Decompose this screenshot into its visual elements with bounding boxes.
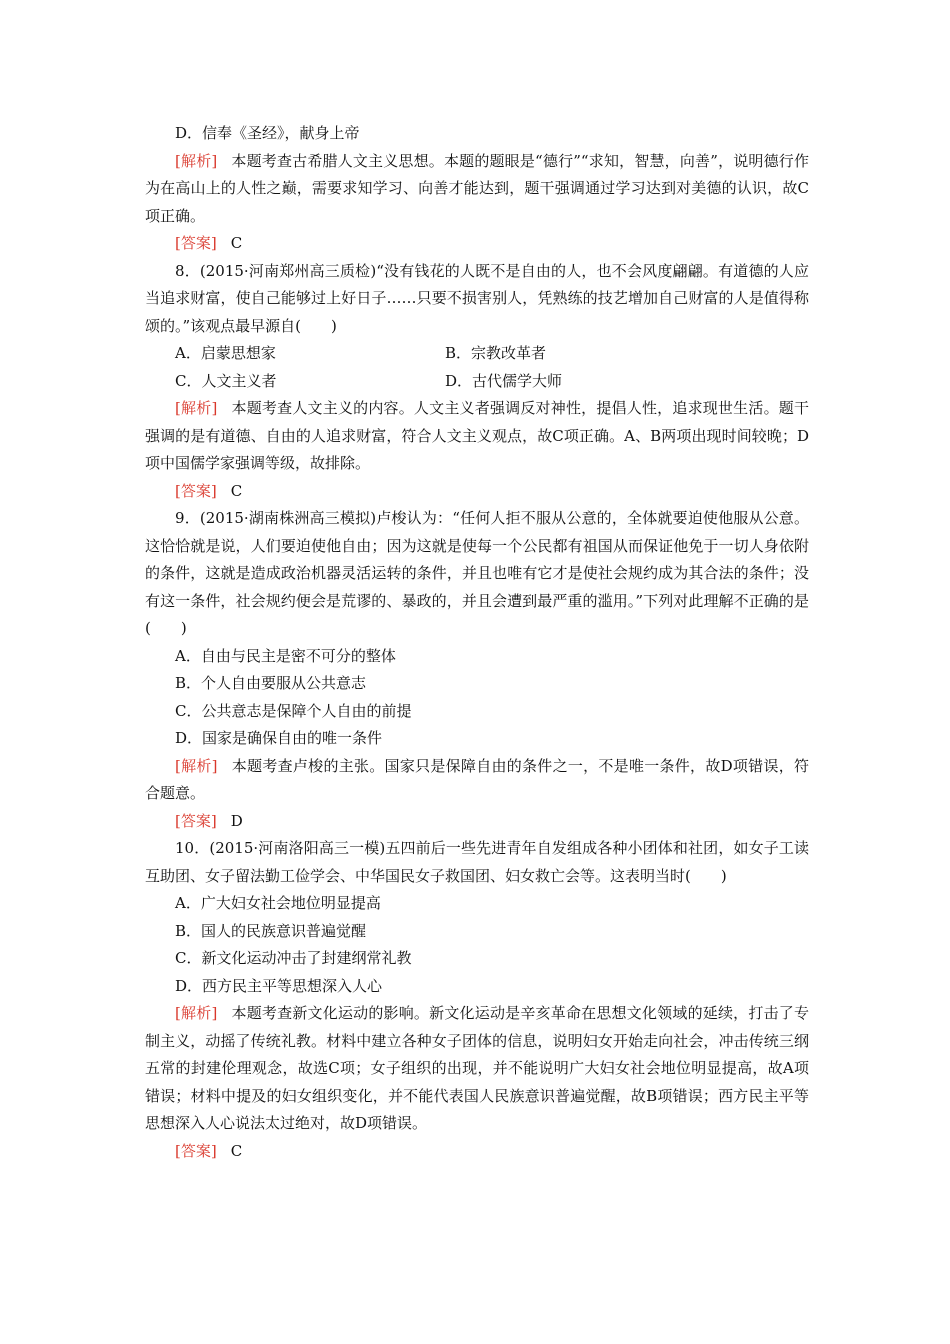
q10-stem: 10．(2015·河南洛阳高三一模)五四前后一些先进青年自发组成各种小团体和社团，如女子工读互助团、女子留法勤工俭学会、中华国民女子救国团、妇女救亡会等。这表明当时( ) bbox=[145, 839, 809, 885]
q8-analysis-text: 本题考查人文主义的内容。人文主义者强调反对神性，提倡人性，追求现世生活。题干强调的是有道德、自由的人追求财富，符合人文主义观点，故C项正确。A、B两项出现时间较晚；D项中国儒学家强调等级，故排除。 bbox=[145, 399, 809, 472]
q8-answer-value: C bbox=[230, 481, 243, 500]
q9-option-b: B．个人自由要服从公共意志 bbox=[175, 674, 367, 692]
q8-stem: 8．(2015·河南郑州高三质检)“没有钱花的人既不是自由的人，也不会风度翩翩。有道德的人应当追求财富，使自己能够过上好日子……只要不损害别人，凭熟练的技艺增加自己财富的人是值得称颂的。”该观点最早源自( ) bbox=[145, 261, 809, 335]
answer-tag: [答案] bbox=[175, 481, 217, 500]
q9-analysis-text: 本题考查卢梭的主张。国家只是保障自由的条件之一，不是唯一条件，故D项错误，符合题意。 bbox=[145, 756, 809, 802]
answer-tag: [答案] bbox=[175, 234, 217, 252]
q10-analysis bbox=[145, 1000, 809, 1138]
q7-answer bbox=[145, 230, 809, 258]
q10-answer-value: C bbox=[230, 1141, 243, 1160]
q7-option-d: D．信奉《圣经》，献身上帝 bbox=[175, 124, 360, 142]
q9-option-c: C．公共意志是保障个人自由的前提 bbox=[175, 701, 412, 720]
q10-option-d: D．西方民主平等思想深入人心 bbox=[175, 976, 383, 995]
q8-answer bbox=[145, 478, 809, 506]
analysis-tag: [解析] bbox=[175, 1004, 218, 1022]
q7-analysis-text: 本题考查古希腊人文主义思想。本题的题眼是“德行”“求知，智慧，向善”，说明德行作为在高山上的人性之巅，需要求知学习、向善才能达到，题干强调通过学习达到对美德的认识，故C项正确。 bbox=[145, 151, 809, 225]
q8-options-row-2 bbox=[145, 368, 809, 396]
q10-analysis-text: 本题考查新文化运动的影响。新文化运动是辛亥革命在思想文化领域的延续，打击了专制主义，动摇了传统礼教。材料中建立各种女子团体的信息，说明妇女开始走向社会，冲击传统三纲五常的封建伦理观念，故选C项；女子组织的出现，并不能说明广大妇女社会地位明显提高，故A项错误；材料中提及的妇女组织变化，并不能代表国人民族意识普遍觉醒，故B项错误；西方民主平等思想深入人心说法太过绝对，故D项错误。 bbox=[145, 1004, 809, 1132]
q10-option-a: A．广大妇女社会地位明显提高 bbox=[175, 894, 381, 912]
q9-stem: 9．(2015·湖南株洲高三模拟)卢梭认为：“任何人拒不服从公意的，全体就要迫使他服从公意。这恰恰就是说，人们要迫使他自由；因为这就是使每一个公民都有祖国从而保证他免于一切人身依附的条件，这就是造成政治机器灵活运转的条件，并且也唯有它才是使社会规约成为其合法的条件；没有这一条件，社会规约便会是荒谬的、暴政的，并且会遭到最严重的滥用。”下列对此理解不正确的是( ) bbox=[145, 509, 809, 637]
q8-analysis bbox=[145, 395, 809, 478]
q9-answer bbox=[145, 808, 809, 836]
q7-answer-value: C bbox=[230, 234, 243, 252]
q8-option-c: C．人文主义者 bbox=[175, 371, 277, 390]
q9-analysis bbox=[145, 753, 809, 808]
document-page bbox=[145, 120, 809, 1165]
q8-option-a: A．启蒙思想家 bbox=[175, 344, 276, 362]
q10-option-c: C．新文化运动冲击了封建纲常礼教 bbox=[175, 949, 412, 967]
answer-tag: [答案] bbox=[175, 1141, 217, 1160]
answer-tag: [答案] bbox=[175, 811, 217, 830]
q8-options-row-1 bbox=[145, 340, 809, 368]
analysis-tag: [解析] bbox=[175, 399, 218, 417]
q10-option-b: B．国人的民族意识普遍觉醒 bbox=[175, 921, 367, 940]
q9-option-d: D．国家是确保自由的唯一条件 bbox=[175, 729, 383, 747]
analysis-tag: [解析] bbox=[175, 151, 218, 170]
q8-option-b: B．宗教改革者 bbox=[445, 344, 547, 362]
analysis-tag: [解析] bbox=[175, 756, 218, 775]
q9-answer-value: D bbox=[230, 811, 243, 830]
q10-answer bbox=[145, 1138, 809, 1166]
q8-option-d: D．古代儒学大师 bbox=[445, 371, 563, 390]
q7-analysis bbox=[145, 148, 809, 231]
q9-option-a: A．自由与民主是密不可分的整体 bbox=[175, 646, 396, 665]
